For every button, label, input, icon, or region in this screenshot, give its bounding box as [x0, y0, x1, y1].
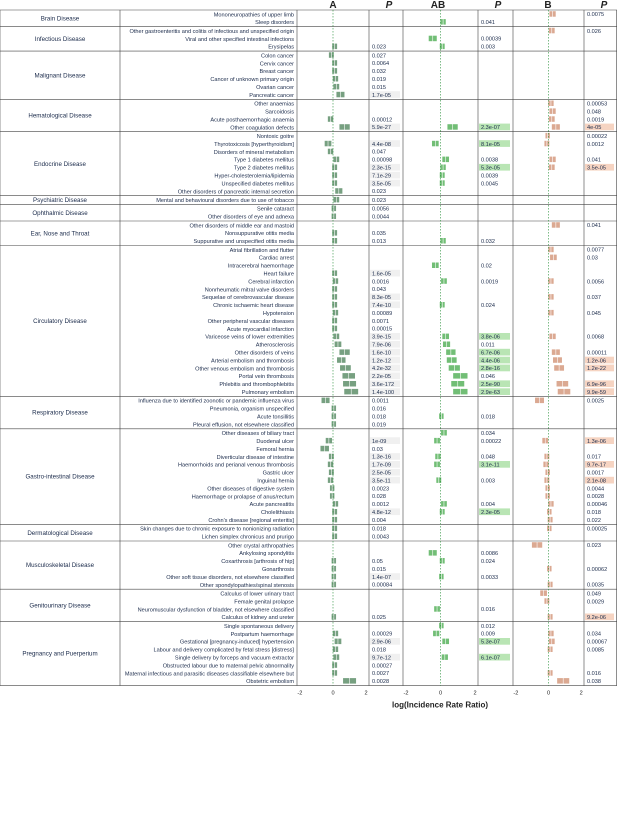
row-label: Other venous embolism and thrombosis: [195, 366, 294, 373]
row-label: Obstetric embolism: [246, 679, 294, 686]
row-label: Colon cancer: [261, 53, 294, 60]
row-label: Phlebitis and thrombophlebitis: [219, 382, 294, 389]
row-label: Hypotension: [262, 310, 294, 317]
p-value: 0.00025: [587, 526, 608, 533]
p-value: 9.2e-06: [587, 615, 606, 622]
p-value: 1.6e-05: [372, 271, 391, 278]
p-value: 0.023: [372, 44, 386, 51]
group-label: Genitourinary Disease: [29, 602, 91, 610]
panel-header: B: [544, 0, 552, 11]
row-label: Other soft tissue disorders, not elsewhere classified: [166, 574, 294, 581]
row-label: Sarcoidosis: [265, 109, 294, 116]
p-value: 2.3e-07: [481, 125, 500, 132]
row-label: Chronic ischaemic heart disease: [213, 303, 294, 310]
p-value: 0.00046: [587, 502, 608, 509]
p-value: 0.0075: [587, 12, 605, 19]
p-value: 0.025: [372, 615, 386, 622]
p-value: 8.3e-05: [372, 295, 391, 302]
p-value: 0.0012: [372, 502, 390, 509]
p-value: 7.1e-29: [372, 173, 391, 180]
row-label: Hyper-cholesterolemia/lipidemia: [214, 173, 294, 180]
row-label: Sequelae of cerebrovascular disease: [201, 295, 294, 302]
p-value: 0.02: [481, 263, 492, 270]
row-label: Type 2 diabetes mellitus: [233, 165, 294, 172]
group-label: Hematological Disease: [28, 112, 92, 120]
row-label: Other disorders of eye and adnexa: [207, 214, 294, 221]
group-label: Pregnancy and Puerperium: [22, 650, 98, 658]
row-label: Other spondylopathies/spinal stenosis: [199, 582, 294, 589]
p-value: 3.6e-172: [372, 381, 395, 388]
p-value: 0.00012: [372, 117, 393, 124]
row-label: Atrial fibrillation and flutter: [229, 247, 294, 254]
p-value: 0.032: [481, 238, 495, 245]
group-label: Dermatological Disease: [27, 529, 93, 537]
row-label: Nontoxic goitre: [256, 133, 294, 140]
p-value: 0.0056: [372, 206, 390, 213]
p-value: 0.024: [481, 558, 495, 565]
p-value: 0.018: [587, 509, 601, 516]
row-label: Acute tonsillitis: [257, 414, 294, 421]
p-value: 0.00027: [372, 663, 393, 670]
p-value: 3.9e-15: [372, 334, 391, 341]
p-value: 0.00011: [587, 350, 607, 357]
x-axis-title: log(Incidence Rate Ratio): [391, 700, 489, 710]
row-label: Postpartum haemorrhage: [230, 631, 294, 638]
p-value: 0.0027: [372, 671, 390, 678]
p-value: 0.047: [372, 149, 386, 156]
p-value: 0.0038: [481, 157, 499, 164]
p-value: 2.3e-15: [372, 165, 391, 172]
row-label: Gastric ulcer: [262, 470, 294, 477]
p-value: 0.013: [372, 238, 386, 245]
p-value: 1.7e-05: [372, 92, 391, 99]
p-value: 0.016: [481, 607, 495, 614]
p-value: 0.00062: [587, 566, 608, 573]
p-value: 0.0045: [481, 181, 499, 188]
p-value: 0.048: [481, 454, 495, 461]
p-value: 0.0033: [481, 574, 499, 581]
row-label: Haemorrhoids and perianal venous thrombosis: [178, 462, 294, 469]
p-value: 3.5e-05: [372, 181, 391, 188]
panel-header: AB: [430, 0, 446, 11]
p-value: 0.00098: [372, 157, 393, 164]
row-label: Other diseases of digestive system: [207, 486, 294, 493]
row-label: Neuromuscular dysfunction of bladder, not elsewhere classified: [137, 607, 294, 614]
p-value: 0.034: [587, 631, 601, 638]
p-value: 7.9e-06: [372, 342, 391, 349]
p-value: 6.1e-07: [481, 655, 500, 662]
row-label: Portal vein thrombosis: [238, 374, 294, 381]
p-value: 0.032: [372, 69, 386, 76]
panel-header: P: [494, 0, 502, 11]
panel-header: P: [600, 0, 608, 11]
p-value: 0.041: [481, 20, 495, 27]
row-label: Arterial embolism and thrombosis: [210, 358, 294, 365]
p-value: 2.8e-16: [481, 366, 500, 373]
p-value: 0.00022: [481, 438, 502, 445]
p-value: 0.026: [587, 28, 601, 35]
row-label: Other disorders of veins: [234, 350, 294, 357]
p-value: 3.1e-11: [481, 462, 500, 469]
row-label: Female genital prolapse: [234, 599, 294, 606]
row-label: Thyrotoxicosis [hyperthyroidism]: [214, 141, 294, 148]
group-label: Gastro-intestinal Disease: [25, 473, 95, 481]
group-label: Infectious Disease: [34, 35, 86, 43]
p-value: 0.009: [481, 631, 495, 638]
row-label: Cardiac arrest: [258, 255, 294, 262]
p-value: 0.0068: [587, 334, 605, 341]
p-value: 0.015: [372, 84, 386, 91]
panel-header: P: [385, 0, 393, 11]
p-value: 0.016: [372, 406, 386, 413]
p-value: 0.0025: [587, 398, 605, 405]
row-label: Type 1 diabetes mellitus: [233, 157, 294, 164]
row-label: Intracerebral haemorrhage: [227, 263, 294, 270]
row-label: Cervix cancer: [259, 61, 294, 68]
p-value: 0.0043: [372, 534, 390, 541]
p-value: 4.4e-08: [372, 141, 391, 148]
p-value: 1.4e-07: [372, 574, 391, 581]
p-value: 1.2e-22: [587, 366, 606, 373]
row-label: Cholelithiasis: [261, 510, 294, 517]
p-value: 0.035: [372, 231, 386, 238]
p-value: 0.00089: [372, 310, 393, 317]
row-label: Other coagulation defects: [230, 125, 294, 132]
p-value: 0.018: [481, 414, 495, 421]
row-label: Other anaemias: [254, 101, 294, 108]
p-value: 2.3e-05: [481, 509, 500, 516]
p-value: 0.0011: [372, 398, 389, 405]
p-value: 0.0028: [372, 679, 390, 686]
row-label: Atherosclerosis: [255, 342, 294, 349]
p-value: 0.015: [372, 566, 386, 573]
p-value: 0.043: [372, 287, 386, 294]
row-label: Pneumonia, organism unspecified: [209, 406, 294, 413]
p-value: 0.049: [587, 591, 601, 598]
x-tick-label: 2: [473, 690, 477, 697]
p-value: 0.00022: [587, 133, 608, 140]
row-label: Single delivery by forceps and vacuum extractor: [174, 655, 294, 662]
p-value: 0.0056: [587, 279, 605, 286]
row-label: Erysipelas: [268, 44, 294, 51]
x-tick-label: 2: [364, 690, 368, 697]
p-value: 9.7e-17: [587, 462, 606, 469]
p-value: 0.041: [587, 157, 601, 164]
p-value: 3.5e-11: [372, 478, 391, 485]
p-value: 0.0044: [587, 486, 605, 493]
p-value: 2.5e-05: [372, 470, 391, 477]
row-label: Calculus of kidney and ureter: [221, 615, 294, 622]
group-label: Malignant Disease: [34, 72, 86, 80]
p-value: 0.0012: [587, 141, 605, 148]
p-value: 0.0086: [481, 551, 499, 558]
p-value: 0.023: [372, 197, 386, 204]
row-label: Cerebral infarction: [248, 279, 294, 286]
p-value: 6.9e-96: [587, 381, 606, 388]
p-value: 0.012: [481, 623, 495, 630]
p-value: 2.2e-05: [372, 374, 391, 381]
p-value: 4.4e-06: [481, 358, 500, 365]
p-value: 0.037: [587, 295, 601, 302]
p-value: 0.0028: [587, 494, 605, 501]
p-value: 2.9e-63: [481, 389, 500, 396]
p-value: 5.3e-07: [481, 639, 500, 646]
row-label: Ovarian cancer: [256, 84, 294, 91]
row-label: Other disorders of pancreatic internal secretion: [177, 189, 294, 196]
p-value: 0.0019: [481, 279, 499, 286]
panel-header: A: [329, 0, 337, 11]
p-value: 5.9e-27: [372, 125, 391, 132]
p-value: 0.003: [481, 478, 495, 485]
row-label: Pleural effusion, not elsewhere classified: [193, 422, 294, 429]
p-value: 0.016: [587, 671, 601, 678]
p-value: 0.00015: [372, 326, 393, 333]
x-tick-label: -2: [403, 690, 409, 697]
p-value: 0.00053: [587, 101, 608, 108]
p-value: 1e-09: [372, 438, 387, 445]
p-value: 0.004: [481, 502, 495, 509]
p-value: 0.011: [481, 342, 495, 349]
row-label: Viral and other specified intestinal infections: [185, 36, 294, 43]
p-value: 0.023: [587, 543, 601, 550]
group-label: Endocrine Disease: [34, 160, 86, 168]
p-value: 0.05: [372, 558, 383, 565]
row-label: Skin changes due to chronic exposure to nonionizing radiation: [140, 526, 294, 533]
row-label: Calculus of lower urinary tract: [220, 591, 294, 598]
p-value: 0.022: [587, 517, 601, 524]
row-label: Acute pancreatitis: [249, 502, 294, 509]
p-value: 0.0044: [372, 214, 390, 221]
row-label: Lichen simplex chronicus and prurigo: [201, 534, 294, 541]
p-value: 1.2e-06: [587, 358, 606, 365]
group-label: Respiratory Disease: [32, 409, 88, 417]
row-label: Unspecified diabetes mellitus: [221, 181, 294, 188]
p-value: 0.00067: [587, 639, 608, 646]
p-value: 1.2e-12: [372, 358, 391, 365]
row-label: Variceose veins of lower extremities: [205, 334, 294, 341]
p-value: 9.7e-12: [372, 655, 391, 662]
p-value: 2.5e-90: [481, 381, 500, 388]
row-label: Cancer of unknown primary origin: [210, 77, 294, 84]
p-value: 0.0039: [481, 173, 499, 180]
row-label: Heart failure: [263, 271, 294, 278]
p-value: 0.018: [372, 647, 386, 654]
p-value: 1.6e-10: [372, 350, 391, 357]
p-value: 0.023: [372, 189, 386, 196]
row-label: Ankylosing spondylitis: [239, 551, 294, 558]
p-value: 2.1e-08: [587, 478, 606, 485]
p-value: 0.034: [481, 430, 495, 437]
p-value: 0.03: [587, 255, 598, 262]
p-value: 0.0023: [372, 486, 390, 493]
p-value: 6.7e-06: [481, 350, 500, 357]
group-label: Psychiatric Disease: [33, 197, 87, 205]
p-value: 0.00084: [372, 582, 393, 589]
group-label: Musculoskeletal Disease: [25, 562, 95, 570]
group-label: Ear, Nose and Throat: [30, 230, 90, 238]
row-label: Mental and behavioural disorders due to use of tobacco: [156, 197, 294, 204]
p-value: 9.9e-59: [587, 389, 606, 396]
p-value: 2.9e-06: [372, 639, 391, 646]
p-value: 0.028: [372, 494, 386, 501]
p-value: 3.5e-05: [587, 165, 606, 172]
row-label: Sleep disorders: [255, 20, 294, 27]
p-value: 0.0064: [372, 61, 390, 68]
row-label: Pulmonary embolism: [241, 389, 294, 396]
p-value: 8.1e-05: [481, 141, 500, 148]
p-value: 0.0071: [372, 318, 390, 325]
p-value: 0.0029: [587, 599, 605, 606]
p-value: 0.018: [372, 414, 386, 421]
group-label: Circulatory Disease: [33, 318, 87, 326]
p-value: 0.0035: [587, 582, 605, 589]
row-label: Other gastroenteritis and colitis of infectious and unspecified origin: [129, 28, 294, 35]
row-label: Pancreatic cancer: [249, 92, 294, 99]
p-value: 4.2e-32: [372, 366, 391, 373]
row-label: Haemorrhage or prolapse of anus/rectum: [191, 494, 294, 501]
p-value: 0.03: [372, 446, 383, 453]
row-label: Nonsuppurative otitis media: [224, 231, 294, 238]
row-label: Other peripheral vascular diseases: [207, 318, 294, 325]
p-value: 0.00039: [481, 36, 502, 43]
x-tick-label: -2: [297, 690, 303, 697]
group-label: Brain Disease: [40, 15, 80, 23]
p-value: 0.038: [587, 679, 601, 686]
p-value: 0.019: [372, 76, 386, 83]
row-label: Coxarthrosis [arthrosis of hip]: [221, 559, 294, 566]
p-value: 4.8e-12: [372, 509, 391, 516]
row-label: Other diseases of biliary tract: [221, 431, 294, 438]
row-label: Maternal infectious and parasitic diseases classifiable elsewhere but: [124, 671, 294, 678]
p-value: 0.0017: [587, 470, 605, 477]
row-label: Inguinal hernia: [257, 478, 294, 485]
row-label: Nonrheumatic mitral valve disorders: [204, 287, 294, 294]
row-label: Suppurative and unspecified otitis media: [193, 239, 294, 246]
p-value: 0.0077: [587, 247, 605, 254]
group-label: Ophthalmic Disease: [32, 209, 88, 217]
p-value: 0.00029: [372, 631, 393, 638]
row-label: Acute posthaemorrhagic anaemia: [210, 117, 294, 124]
row-label: Femoral hernia: [256, 446, 294, 453]
p-value: 0.046: [481, 374, 495, 381]
x-tick-label: 0: [546, 690, 551, 697]
row-label: Influenza due to identified zoonotic or pandemic influenza virus: [138, 398, 294, 405]
x-tick-label: 2: [579, 690, 583, 697]
p-value: 4e-05: [587, 125, 602, 132]
p-value: 0.027: [372, 53, 386, 60]
p-value: 7.4e-10: [372, 302, 391, 309]
p-value: 3.8e-06: [481, 334, 500, 341]
p-value: 1.7e-09: [372, 462, 391, 469]
p-value: 5.3e-05: [481, 165, 500, 172]
row-label: Gestational [pregnancy-induced] hypertension: [179, 639, 294, 646]
x-tick-label: -2: [513, 690, 519, 697]
p-value: 0.019: [372, 422, 386, 429]
p-value: 0.017: [587, 454, 601, 461]
p-value: 0.0085: [587, 647, 605, 654]
p-value: 0.048: [587, 109, 601, 116]
p-value: 1.3e-16: [372, 454, 391, 461]
x-tick-label: 0: [438, 690, 443, 697]
row-label: Acute myocardial infarction: [226, 326, 294, 333]
p-value: 0.024: [481, 302, 495, 309]
p-value: 0.0016: [372, 279, 390, 286]
row-label: Gonarthrosis: [261, 566, 294, 573]
p-value: 1.3e-06: [587, 438, 606, 445]
p-value: 0.004: [372, 517, 386, 524]
row-label: Mononeuropathies of upper limb: [213, 12, 294, 19]
x-tick-label: 0: [331, 690, 335, 697]
p-value: 0.018: [372, 526, 386, 533]
row-label: Labour and delivery complicated by fetal stress [distress]: [153, 647, 294, 654]
p-value: 1.4e-100: [372, 389, 395, 396]
row-label: Single spontaneous delivery: [224, 623, 294, 630]
row-label: Obstructed labour due to maternal pelvic abnormality: [162, 663, 294, 670]
row-label: Other disorders of middle ear and mastoid: [189, 223, 294, 230]
row-label: Diverticular disease of intestine: [216, 454, 294, 461]
p-value: 0.045: [587, 310, 601, 317]
p-value: 0.041: [587, 223, 601, 230]
row-label: Duodenal ulcer: [256, 438, 294, 445]
row-label: Crohn's disease [regional enteritis]: [208, 517, 294, 524]
p-value: 0.0019: [587, 117, 605, 124]
row-label: Senile cataract: [256, 206, 294, 213]
row-label: Other crystal arthropathies: [228, 543, 294, 550]
row-label: Breast cancer: [259, 69, 294, 76]
row-label: Disorders of mineral metabolism: [213, 149, 294, 156]
p-value: 0.003: [481, 44, 495, 51]
